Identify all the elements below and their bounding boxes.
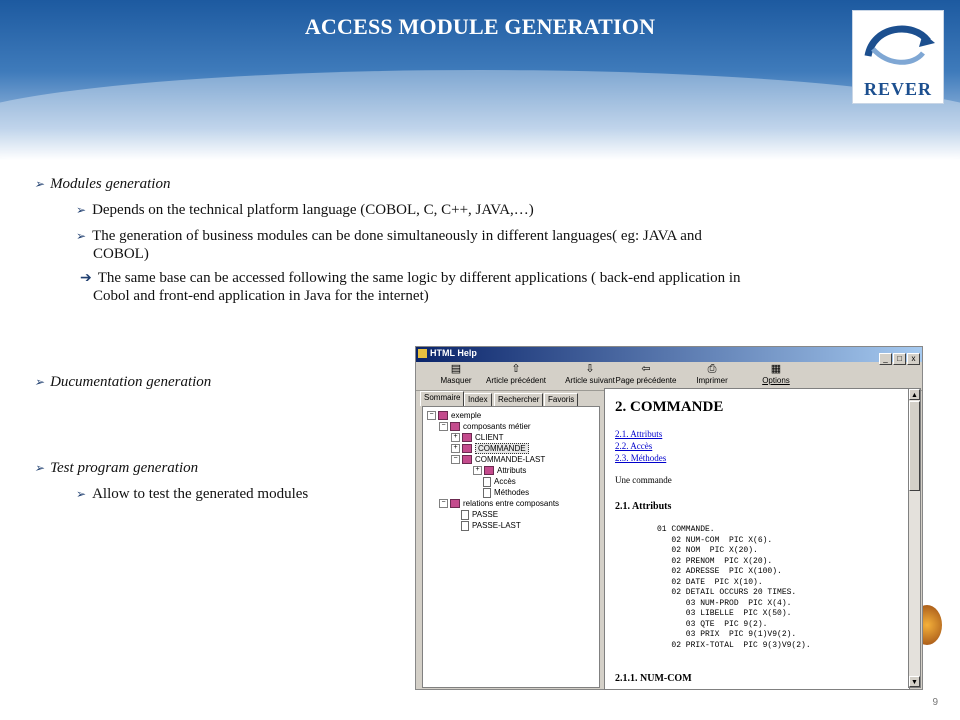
tree-item-passe-last[interactable]: [461, 521, 521, 531]
tree-label: Accès: [494, 477, 516, 487]
page-number: 9: [932, 697, 938, 708]
collapse-icon[interactable]: −: [439, 499, 448, 508]
bullet-arrow-icon: ➢: [76, 229, 87, 243]
collapse-icon[interactable]: −: [451, 455, 460, 464]
bullet-depends: [76, 202, 534, 219]
book-icon: [462, 444, 472, 453]
bullet-generation-cont: COBOL): [93, 246, 149, 262]
expand-icon[interactable]: +: [451, 433, 460, 442]
header-curve: [0, 70, 960, 190]
bullet-test: [34, 460, 198, 477]
button-label: Article précédent: [485, 376, 547, 385]
collapse-icon[interactable]: −: [427, 411, 436, 420]
scroll-down-icon[interactable]: ▼: [909, 676, 920, 687]
tree-label: relations entre composants: [463, 499, 560, 508]
button-label: Options: [762, 376, 790, 385]
button-label: Page précédente: [615, 376, 677, 385]
collapse-icon[interactable]: −: [439, 422, 448, 431]
contents-tree: [422, 406, 600, 688]
logo-swirl-icon: [853, 11, 943, 81]
page-precedente-button[interactable]: [608, 363, 684, 389]
html-help-window: [415, 346, 923, 690]
expand-icon[interactable]: +: [451, 444, 460, 453]
close-button[interactable]: x: [907, 353, 920, 365]
options-button[interactable]: [738, 363, 814, 389]
bullet-text: Ducumentation generation: [50, 374, 212, 390]
bullet-generation: [76, 228, 702, 245]
down-arrow-icon: ⇩: [585, 363, 595, 375]
attributs-heading: 2.1. Attributs: [615, 501, 672, 512]
bullet-arrow-icon: ➢: [34, 461, 45, 475]
bullet-arrow-icon: ➢: [76, 203, 87, 217]
topic-heading: 2. COMMANDE: [615, 399, 724, 415]
book-icon: [462, 455, 472, 464]
topic-description: Une commande: [615, 475, 672, 485]
bullet-documentation: [34, 374, 211, 391]
printer-icon: ⎙: [707, 363, 717, 375]
scroll-thumb[interactable]: [909, 401, 920, 491]
bullet-text: Test program generation: [50, 460, 199, 476]
back-arrow-icon: ⇦: [641, 363, 651, 375]
bullet-same-base: [80, 270, 741, 287]
tree-label: exemple: [451, 411, 482, 420]
link-attributs[interactable]: 2.1. Attributs: [615, 429, 663, 439]
tab-index[interactable]: Index: [464, 393, 492, 406]
bold-arrow-icon: ➔: [80, 271, 92, 286]
logo-text: REVER: [863, 79, 932, 99]
bullet-text: Modules generation: [50, 176, 171, 192]
button-label: Article suivant: [565, 376, 615, 385]
help-book-icon: [418, 349, 427, 358]
bullet-same-base-cont: Cobol and front-end application in Java for the internet): [93, 288, 429, 304]
article-precedent-button[interactable]: [478, 363, 554, 389]
tree-item-commande[interactable]: [451, 444, 529, 453]
tab-favoris[interactable]: Favoris: [544, 393, 578, 406]
hide-pane-icon: ▤: [450, 363, 462, 375]
tree-item-methodes[interactable]: [483, 488, 529, 498]
tree-item-exemple[interactable]: [427, 411, 481, 420]
tree-item-client[interactable]: [451, 433, 503, 442]
topic-pane: [604, 388, 910, 690]
tree-label: composants métier: [463, 422, 531, 431]
tree-label: Méthodes: [494, 488, 530, 498]
help-toolbar: [416, 362, 922, 391]
tree-item-relations[interactable]: [439, 499, 559, 508]
book-icon: [484, 466, 494, 475]
page-icon: [461, 510, 469, 520]
tree-label-selected: COMMANDE: [475, 443, 529, 454]
bullet-text: Allow to test the generated modules: [92, 486, 309, 502]
tree-item-commande-last[interactable]: [451, 455, 545, 464]
cobol-code-block: 01 COMMANDE. 02 NUM-COM PIC X(6). 02 NOM PIC X(20). 02 PRENOM PIC X(20). 02 ADRESSE PIC X(100). 02 DATE PIC X(10). 02 DETAIL OCCURS 20 TIMES. 03 NUM-PROD PIC X(4). 03 LIBELLE PIC X(50). 03 QTE PIC 9(2). 03 PRIX PIC 9(1)V9(2). 02 PRIX-TOTAL PIC 9(3)V9(2).: [657, 525, 811, 650]
bullet-arrow-icon: ➢: [34, 177, 45, 191]
bullet-text: Depends on the technical platform language (COBOL, C, C++, JAVA,…): [92, 202, 534, 218]
slide-title: ACCESS MODULE GENERATION: [304, 14, 656, 39]
tree-item-acces[interactable]: [483, 477, 516, 487]
expand-icon[interactable]: +: [473, 466, 482, 475]
page-icon: [483, 477, 491, 487]
tree-label: CLIENT: [475, 433, 504, 442]
tree-item-attributs[interactable]: [473, 466, 526, 475]
button-label: Masquer: [440, 376, 472, 385]
page-icon: [461, 521, 469, 531]
book-icon: [462, 433, 472, 442]
numcom-heading: 2.1.1. NUM-COM: [615, 673, 692, 684]
maximize-button[interactable]: □: [893, 353, 906, 365]
page-icon: [483, 488, 491, 498]
window-title: HTML Help: [430, 348, 477, 358]
button-label: Imprimer: [696, 376, 728, 385]
tree-label: Attributs: [497, 466, 527, 475]
minimize-button[interactable]: _: [879, 353, 892, 365]
tab-rechercher[interactable]: Rechercher: [494, 393, 543, 406]
bullet-text: The same base can be accessed following the same logic by different applications ( back-end application in: [97, 270, 741, 286]
tree-label: PASSE-LAST: [472, 521, 521, 531]
rever-logo: [852, 10, 944, 104]
tree-label: COMMANDE-LAST: [475, 455, 546, 464]
bullet-modules: [34, 176, 170, 193]
book-icon: [450, 499, 460, 508]
scroll-up-icon[interactable]: ▲: [909, 389, 920, 400]
up-arrow-icon: ⇧: [511, 363, 521, 375]
options-icon: ▦: [770, 363, 782, 375]
link-methodes[interactable]: 2.3. Méthodes: [615, 453, 667, 463]
tab-sommaire[interactable]: Sommaire: [420, 391, 464, 406]
window-titlebar: [416, 347, 922, 362]
tree-item-passe[interactable]: [461, 510, 498, 520]
tree-item-composants[interactable]: [439, 422, 531, 431]
bullet-arrow-icon: ➢: [34, 375, 45, 389]
book-icon: [450, 422, 460, 431]
bullet-text: The generation of business modules can be done simultaneously in different languages( eg: JAVA and: [92, 228, 702, 244]
bullet-arrow-icon: ➢: [76, 487, 87, 501]
book-icon: [438, 411, 448, 420]
link-acces[interactable]: 2.2. Accès: [615, 441, 653, 451]
topic-scrollbar[interactable]: [908, 388, 921, 688]
tree-label: PASSE: [472, 510, 499, 520]
bullet-allow: [76, 486, 308, 503]
